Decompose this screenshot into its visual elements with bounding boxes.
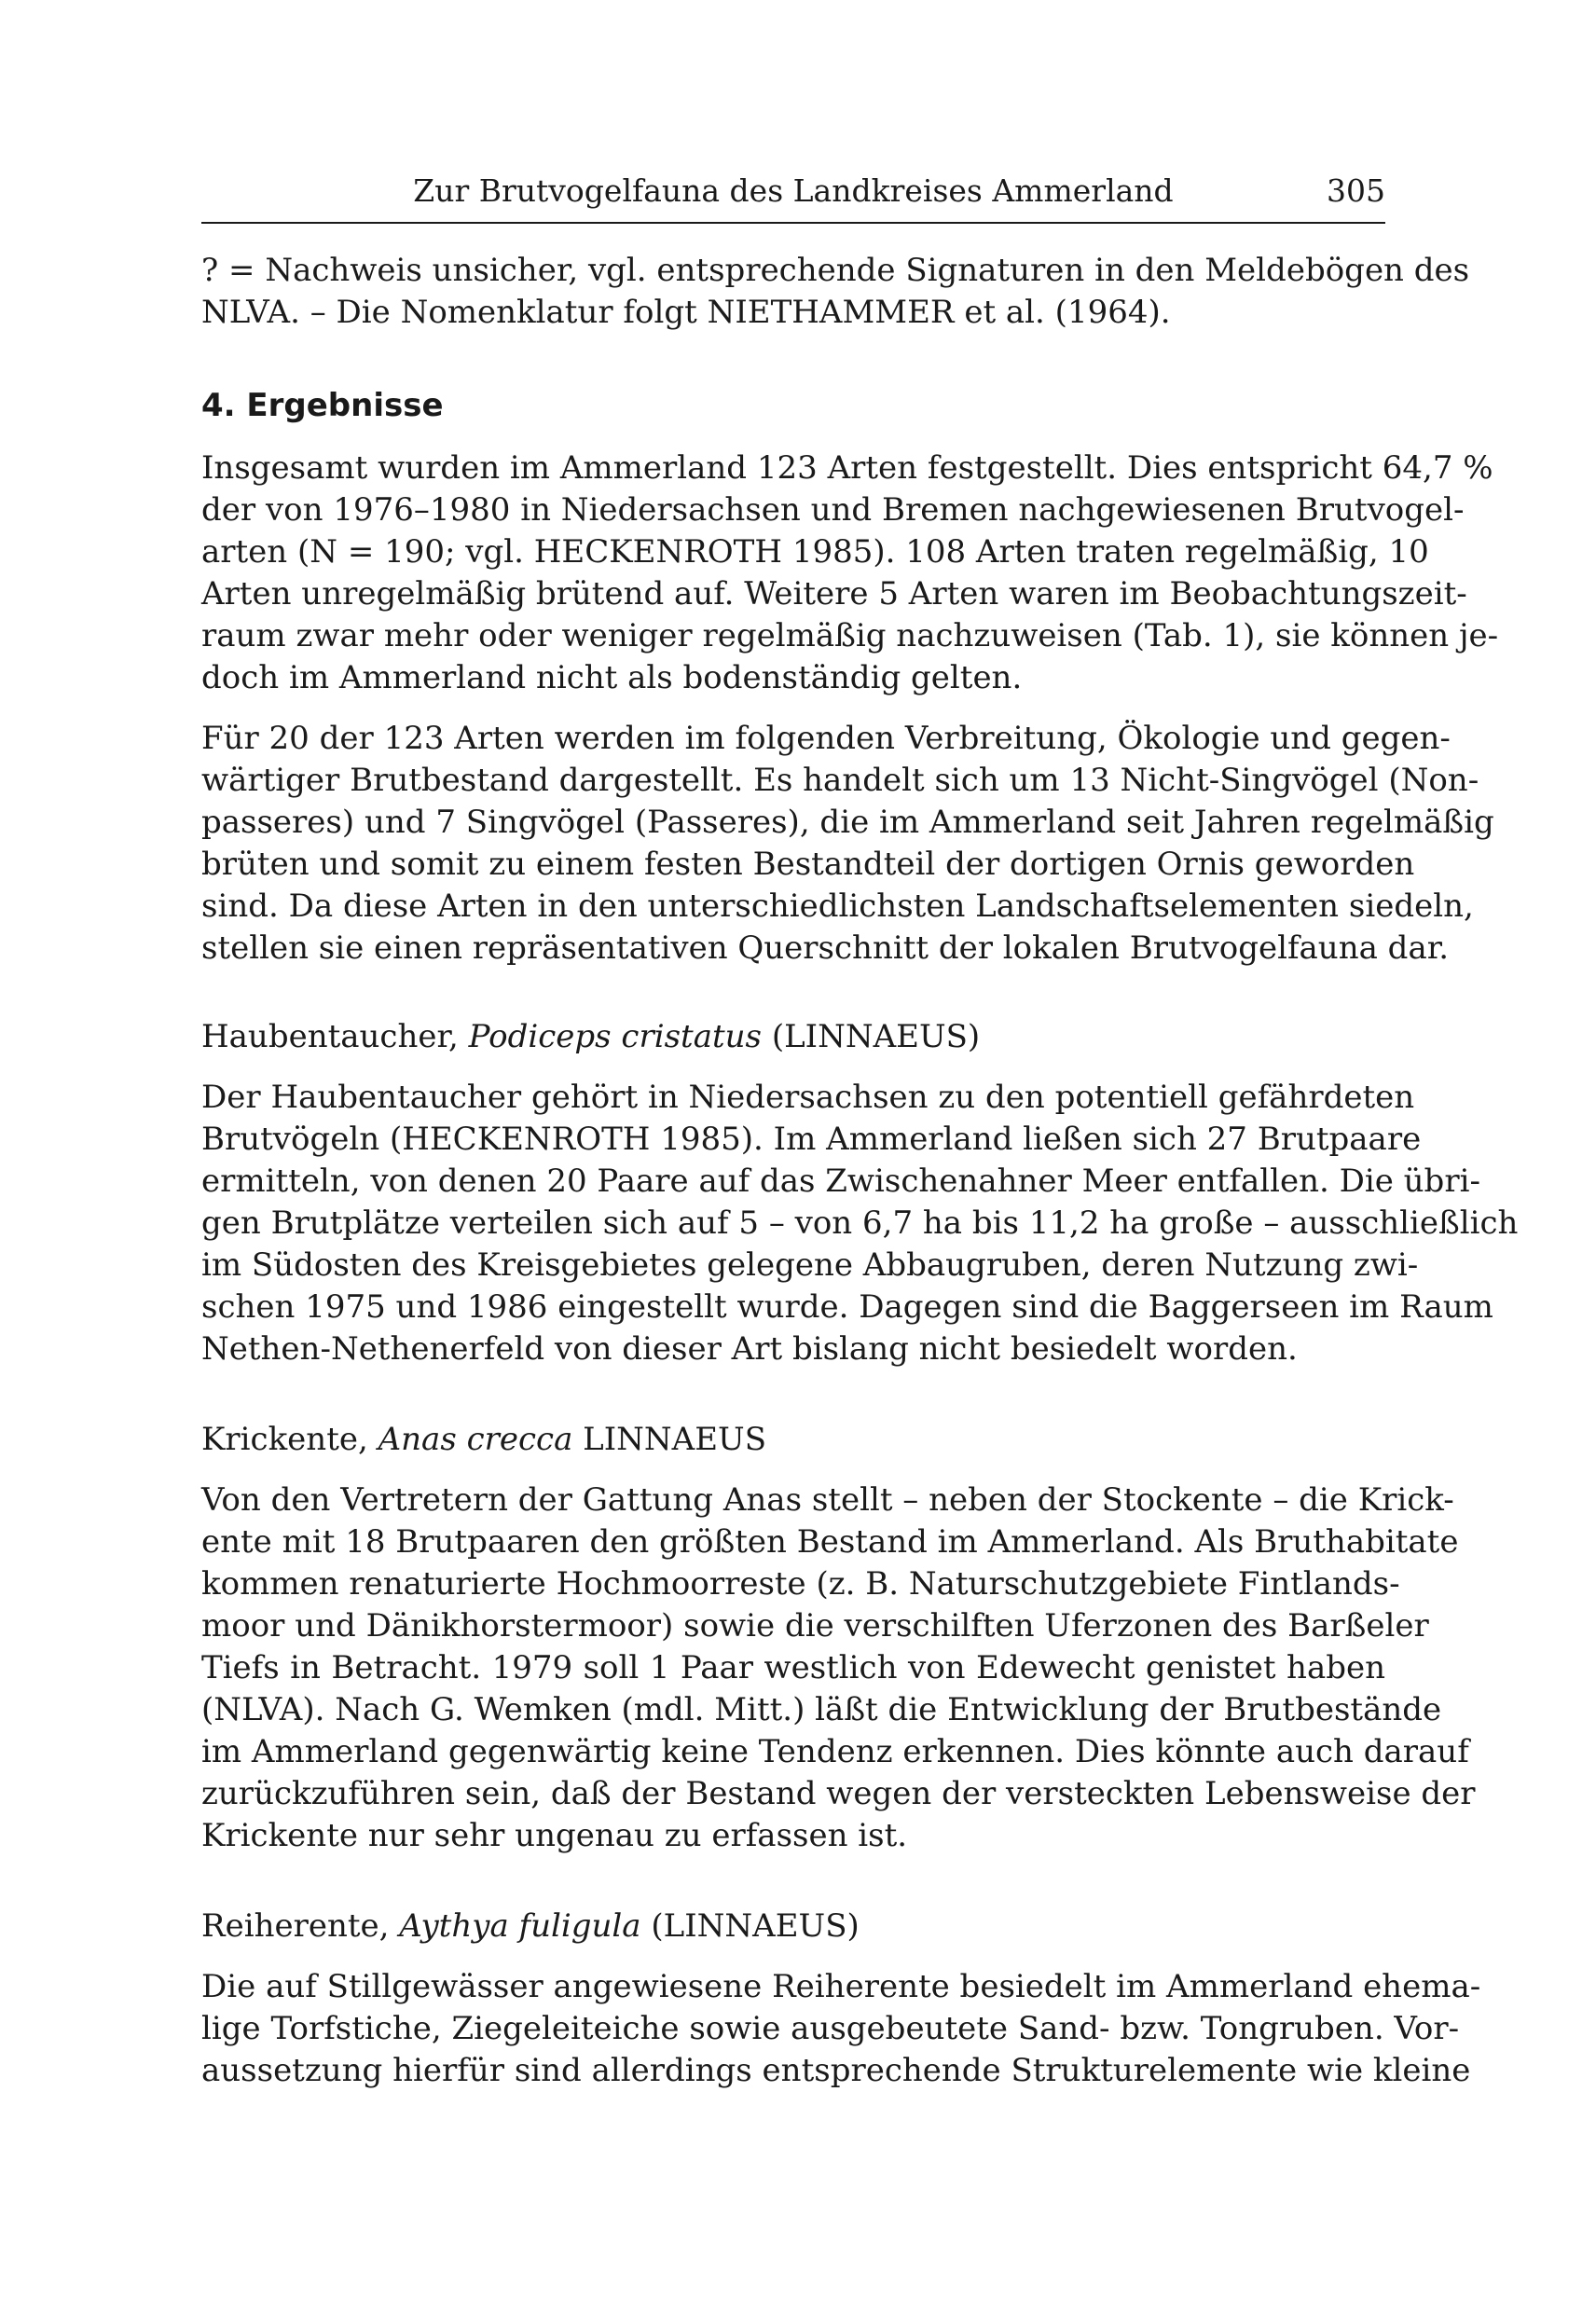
species-latin-name: Aythya fuligula (399, 1907, 641, 1945)
page-body (201, 250, 1519, 2092)
text-line: moor und Dänikhorstermoor) sowie die verschilften Uferzonen des Barßeler (201, 1607, 1429, 1645)
text-line: Brutvögeln (HECKENROTH 1985). Im Ammerland ließen sich 27 Brutpaare (201, 1121, 1422, 1158)
page-number: 305 (1327, 172, 1385, 209)
text-line: ente mit 18 Brutpaaren den größten Bestand im Ammerland. Als Bruthabitate (201, 1523, 1459, 1561)
text-line: NLVA. – Die Nomenklatur folgt NIETHAMMER et al. (1964). (201, 294, 1171, 331)
text-line: wärtiger Brutbestand dargestellt. Es handelt sich um 13 Nicht-Singvögel (Non- (201, 762, 1479, 799)
text-line: Von den Vertretern der Gattung Anas stellt – neben der Stockente – die Krick- (201, 1481, 1454, 1519)
text-line: Tiefs in Betracht. 1979 soll 1 Paar westlich von Edewecht genistet haben (201, 1649, 1385, 1686)
text-line: schen 1975 und 1986 eingestellt wurde. Dagegen sind die Baggerseen im Raum (201, 1288, 1493, 1326)
text-line: im Südosten des Kreisgebietes gelegene Abbaugruben, deren Nutzung zwi- (201, 1246, 1419, 1284)
text-line: Der Haubentaucher gehört in Niedersachsen zu den potentiell gefährdeten (201, 1079, 1415, 1116)
text-line: passeres) und 7 Singvögel (Passeres), die im Ammerland seit Jahren regelmäßig (201, 804, 1494, 841)
species-author: LINNAEUS (583, 1421, 766, 1458)
text-line: Für 20 der 123 Arten werden im folgenden Verbreitung, Ökologie und gegen- (201, 720, 1451, 757)
species-common-name: Haubentaucher, (201, 1018, 459, 1055)
species-common-name: Reiherente, (201, 1907, 390, 1945)
text-line: arten (N = 190; vgl. HECKENROTH 1985). 108 Arten traten regelmäßig, 10 (201, 533, 1429, 571)
species-author: (LINNAEUS) (771, 1018, 981, 1055)
text-line: raum zwar mehr oder weniger regelmäßig nachzuweisen (Tab. 1), sie können je- (201, 617, 1499, 654)
species-author: (LINNAEUS) (651, 1907, 860, 1945)
text-line: stellen sie einen repräsentativen Querschnitt der lokalen Brutvogelfauna dar. (201, 929, 1450, 967)
results-paragraph-2 (201, 718, 1494, 970)
text-line: sind. Da diese Arten in den unterschiedlichsten Landschaftselementen siedeln, (201, 888, 1474, 925)
species-common-name: Krickente, (201, 1421, 368, 1458)
text-line: im Ammerland gegenwärtig keine Tendenz erkennen. Dies könnte auch darauf (201, 1733, 1469, 1770)
header-rule (201, 222, 1385, 224)
text-line: (NLVA). Nach G. Wemken (mdl. Mitt.) läßt die Entwicklung der Brutbestände (201, 1691, 1442, 1728)
text-line: Krickente nur sehr ungenau zu erfassen ist. (201, 1817, 908, 1854)
text-line: Die auf Stillgewässer angewiesene Reiherente besiedelt im Ammerland ehema- (201, 1968, 1481, 2005)
species-heading (201, 1016, 1385, 1058)
text-line: brüten und somit zu einem festen Bestandteil der dortigen Ornis geworden (201, 846, 1415, 883)
text-line: lige Torfstiche, Ziegeleiteiche sowie ausgebeutete Sand- bzw. Tongruben. Vor- (201, 2010, 1460, 2047)
species-paragraph (201, 1479, 1476, 1857)
species-latin-name: Anas crecca (378, 1421, 573, 1458)
text-line: ? = Nachweis unsicher, vgl. entsprechende Signaturen in den Meldebögen des (201, 252, 1470, 289)
intro-paragraph (201, 250, 1470, 334)
text-line: Nethen-Nethenerfeld von dieser Art bislang nicht besiedelt worden. (201, 1330, 1298, 1368)
text-line: doch im Ammerland nicht als bodenständig gelten. (201, 659, 1023, 696)
text-line: zurückzuführen sein, daß der Bestand wegen der versteckten Lebensweise der (201, 1775, 1476, 1812)
results-paragraph-1 (201, 447, 1499, 699)
text-line: Arten unregelmäßig brütend auf. Weitere 5 Arten waren im Beobachtungszeit- (201, 575, 1467, 612)
running-title: Zur Brutvogelfauna des Landkreises Ammerland (413, 172, 1174, 209)
species-paragraph (201, 1966, 1481, 2092)
text-line: aussetzung hierfür sind allerdings entsprechende Strukturelemente wie kleine (201, 2052, 1471, 2089)
text-line: gen Brutplätze verteilen sich auf 5 – von 6,7 ha bis 11,2 ha große – ausschließlich (201, 1204, 1519, 1242)
section-heading: 4. Ergebnisse (201, 387, 444, 424)
running-header (201, 168, 1385, 214)
text-line: ermitteln, von denen 20 Paare auf das Zwischenahner Meer entfallen. Die übri- (201, 1163, 1480, 1200)
species-paragraph (201, 1077, 1519, 1370)
species-latin-name: Podiceps cristatus (468, 1018, 762, 1055)
species-heading (201, 1419, 1385, 1461)
text-line: der von 1976–1980 in Niedersachsen und Bremen nachgewiesenen Brutvogel- (201, 491, 1465, 529)
species-heading (201, 1906, 1385, 1947)
text-line: kommen renaturierte Hochmoorreste (z. B. Naturschutzgebiete Fintlands- (201, 1565, 1400, 1603)
text-line: Insgesamt wurden im Ammerland 123 Arten festgestellt. Dies entspricht 64,7 % (201, 449, 1493, 487)
